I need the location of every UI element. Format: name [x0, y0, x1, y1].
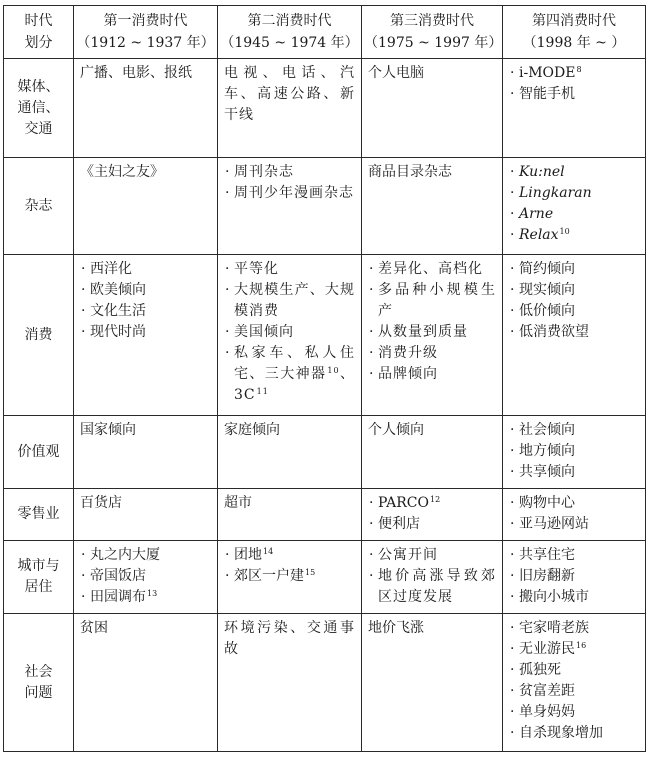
- list-item: · 消费升级: [368, 343, 496, 364]
- list-item: · i-MODE$^8$: [509, 63, 639, 84]
- list-item: · 公寓开间: [368, 545, 496, 566]
- retail-era-3: [362, 489, 503, 541]
- list-item: · 无业游民$^{16}$: [509, 639, 639, 660]
- list-item: · 从数量到质量: [368, 322, 496, 343]
- list-item: · 共享倾向: [509, 462, 639, 483]
- list-item: · Lingkaran: [509, 183, 639, 204]
- list-item: · 宅家啃老族: [509, 618, 639, 639]
- era-4-header: 第四消费时代 （1998 年 ~ ）: [503, 6, 646, 59]
- corner-header: 时代 划分: [4, 6, 74, 59]
- list-item: · 团地$^{14}$: [224, 545, 355, 566]
- header-row: [4, 6, 646, 59]
- row-label-media: 媒体、 通信、 交通: [4, 59, 74, 158]
- list-item: · 旧房翻新: [509, 566, 639, 587]
- list-item: · 平等化: [224, 259, 355, 280]
- retail-era-1: 百货店: [74, 489, 218, 541]
- list-item: · 亚马逊网站: [509, 514, 639, 535]
- list-item: · 品牌倾向: [368, 364, 496, 385]
- consumption-era-3: [362, 255, 503, 416]
- list-item: · 社会倾向: [509, 420, 639, 441]
- row-label-consumption: 消费: [4, 255, 74, 416]
- list-item: · 共享住宅: [509, 545, 639, 566]
- list-item: · 贫富差距: [509, 681, 639, 702]
- era-2-header: 第二消费时代 （1945 ~ 1974 年）: [218, 6, 362, 59]
- media-era-2: 电视、电话、汽车、高速公路、新干线: [218, 59, 362, 158]
- list-item: · 郊区一户建$^{15}$: [224, 566, 355, 587]
- list-item: · 田园调布$^{13}$: [80, 587, 211, 608]
- values-era-1: 国家倾向: [74, 416, 218, 489]
- consumption-era-2: [218, 255, 362, 416]
- era-3-header: 第三消费时代 （1975 ~ 1997 年）: [362, 6, 503, 59]
- list-item: · 私家车、私人住宅、三大神器$^{10}$、$3C^{11}$: [224, 343, 355, 406]
- values-era-2: 家庭倾向: [218, 416, 362, 489]
- media-era-3: 个人电脑: [362, 59, 503, 158]
- social-row: [4, 614, 646, 752]
- social-era-4: [503, 614, 646, 752]
- social-era-1: 贫困: [74, 614, 218, 752]
- list-item: · 搬向小城市: [509, 587, 639, 608]
- list-item: · 文化生活: [80, 301, 211, 322]
- list-item: · 便利店: [368, 514, 496, 535]
- list-item: · 周刊少年漫画杂志: [224, 183, 355, 204]
- magazine-era-4: [503, 158, 646, 255]
- social-era-3: 地价飞涨: [362, 614, 503, 752]
- magazine-row: [4, 158, 646, 255]
- list-item: · 单身妈妈: [509, 702, 639, 723]
- retail-era-4: [503, 489, 646, 541]
- consumption-era-4: [503, 255, 646, 416]
- list-item: · PARCO$^{12}$: [368, 493, 496, 514]
- retail-era-2: 超市: [218, 489, 362, 541]
- city-era-3: [362, 541, 503, 614]
- media-row: [4, 59, 646, 158]
- media-era-1: 广播、电影、报纸: [74, 59, 218, 158]
- list-item: · 差异化、高档化: [368, 259, 496, 280]
- list-item: · 多品种小规模生产: [368, 280, 496, 322]
- row-label-social: 社会 问题: [4, 614, 74, 752]
- values-era-4: [503, 416, 646, 489]
- magazine-era-3: 商品目录杂志: [362, 158, 503, 255]
- row-label-city: 城市与 居住: [4, 541, 74, 614]
- list-item: · 自杀现象增加: [509, 723, 639, 744]
- city-era-1: [74, 541, 218, 614]
- consumption-era-table: [3, 5, 646, 752]
- list-item: · 美国倾向: [224, 322, 355, 343]
- list-item: · 购物中心: [509, 493, 639, 514]
- values-era-3: 个人倾向: [362, 416, 503, 489]
- row-label-retail: 零售业: [4, 489, 74, 541]
- list-item: · Relax$^{10}$: [509, 225, 639, 246]
- list-item: · 帝国饭店: [80, 566, 211, 587]
- list-item: · 低消费欲望: [509, 322, 639, 343]
- list-item: · 低价倾向: [509, 301, 639, 322]
- list-item: · Ku:nel: [509, 162, 639, 183]
- list-item: · 智能手机: [509, 84, 639, 105]
- list-item: · 地方倾向: [509, 441, 639, 462]
- list-item: · 大规模生产、大规模消费: [224, 280, 355, 322]
- list-item: · 西洋化: [80, 259, 211, 280]
- city-era-2: [218, 541, 362, 614]
- retail-row: [4, 489, 646, 541]
- list-item: · 丸之内大厦: [80, 545, 211, 566]
- city-row: [4, 541, 646, 614]
- list-item: · Arne: [509, 204, 639, 225]
- row-label-values: 价值观: [4, 416, 74, 489]
- magazine-era-1: 《主妇之友》: [74, 158, 218, 255]
- list-item: · 孤独死: [509, 660, 639, 681]
- row-label-magazine: 杂志: [4, 158, 74, 255]
- values-row: [4, 416, 646, 489]
- consumption-row: [4, 255, 646, 416]
- list-item: · 现代时尚: [80, 322, 211, 343]
- media-era-4: [503, 59, 646, 158]
- magazine-era-2: [218, 158, 362, 255]
- city-era-4: [503, 541, 646, 614]
- era-1-header: 第一消费时代 （1912 ~ 1937 年）: [74, 6, 218, 59]
- social-era-2: 环境污染、交通事故: [218, 614, 362, 752]
- list-item: · 简约倾向: [509, 259, 639, 280]
- list-item: · 欧美倾向: [80, 280, 211, 301]
- list-item: · 现实倾向: [509, 280, 639, 301]
- list-item: · 周刊杂志: [224, 162, 355, 183]
- consumption-era-1: [74, 255, 218, 416]
- list-item: · 地价高涨导致郊区过度发展: [368, 566, 496, 608]
